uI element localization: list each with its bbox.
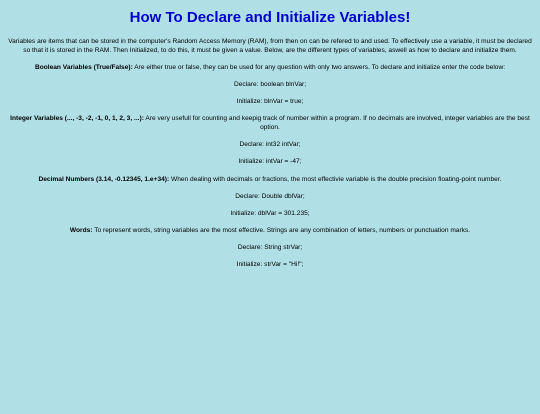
- words-initialize: Initialize: strVar = "Hi!";: [236, 261, 304, 269]
- decimal-heading: Decimal Numbers (3.14, -0.12345, 1.e+34):: [38, 175, 170, 183]
- boolean-declare: Declare: boolean blnVar;: [233, 80, 307, 88]
- words-heading: Words:: [69, 227, 93, 235]
- words-text: To represent words, string variables are the most effective. Strings are any combination of letters, numbers or punctuation marks.: [92, 227, 471, 235]
- page-content: [0, 9, 540, 270]
- intro-paragraph: Variables are items that can be stored in the computer's Random Access Memory (RAM), from then on can be refered to and used. To effectively use a variable, it must be declared so that it is stored in the RAM. Then Initialized, to do this, it must be given a value. Below, are the different types of variables, aswell as how to declare and initialize them.: [8, 38, 532, 54]
- words-declare: Declare: String strVar;: [237, 244, 303, 252]
- integer-declare: Declare: int32 intVar;: [239, 141, 301, 149]
- decimal-initialize: Initialize: dblVar = 301.235;: [230, 209, 310, 217]
- integer-initialize: Initialize: intVar = -47;: [238, 158, 302, 166]
- decimal-description: [8, 176, 532, 185]
- decimal-text: When dealing with decimals or fractions, the most effectivie variable is the double precision floating-point number.: [169, 175, 502, 183]
- page-title: How To Declare and Initialize Variables!: [129, 9, 411, 26]
- words-description: [8, 227, 532, 236]
- integer-description: [8, 115, 532, 132]
- integer-heading: Integer Variables (..., -3, -2, -1, 0, 1, 2, 3, ...):: [10, 115, 144, 123]
- boolean-text: Are either true or false, they can be used for any question with only two answers. To declare and initialize enter the code below:: [132, 63, 506, 71]
- boolean-initialize: Initialize: blnVar = true;: [236, 98, 304, 106]
- boolean-heading: Boolean Variables (True/False):: [34, 63, 133, 71]
- integer-text: Are very usefull for counting and keepig track of number within a program. If no decimals are involved, integer variables are the best option.: [143, 115, 530, 131]
- decimal-declare: Declare: Double dblVar;: [235, 192, 305, 200]
- boolean-description: [8, 64, 532, 73]
